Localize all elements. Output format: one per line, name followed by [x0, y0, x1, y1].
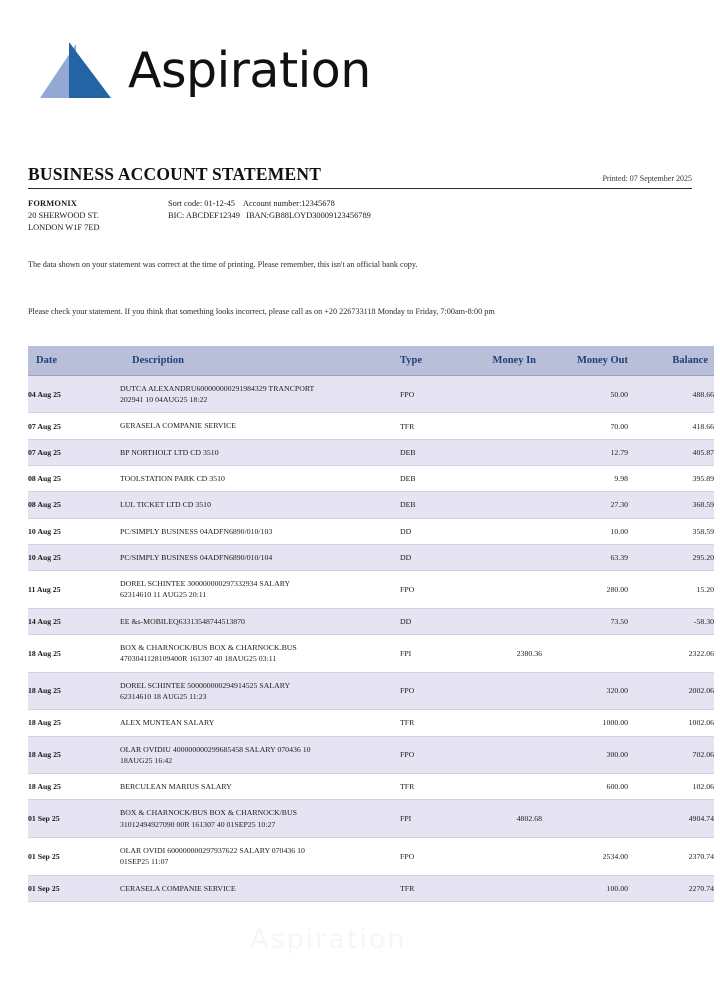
cell-money-out: 27.30 — [542, 492, 636, 518]
table-row — [28, 375, 714, 413]
cell-description — [120, 492, 400, 518]
cell-money-in — [458, 875, 542, 901]
cell-balance: 4904.74 — [636, 800, 714, 838]
cell-balance: 2002.06 — [636, 672, 714, 710]
cell-balance: 2370.74 — [636, 838, 714, 876]
cell-type: FPI — [400, 800, 458, 838]
transactions-table — [28, 346, 714, 902]
contact-notice: Please check your statement. If you think that something looks incorrect, please call as on +20 226733118 Monday to Friday, 7:00am-8:00 pm — [28, 306, 495, 316]
description-line-1: CERASELA COMPANIE SERVICE — [120, 883, 236, 893]
table-row — [28, 875, 714, 901]
cell-date: 10 Aug 25 — [28, 518, 120, 544]
account-details — [168, 198, 371, 234]
cell-money-in — [458, 710, 542, 736]
brand-header — [26, 0, 694, 118]
cell-balance: 15.20 — [636, 571, 714, 609]
cell-money-out: 2534.00 — [542, 838, 636, 876]
cell-type: FPO — [400, 736, 458, 774]
table-row — [28, 736, 714, 774]
cell-date: 01 Sep 25 — [28, 800, 120, 838]
cell-money-out: 63.39 — [542, 544, 636, 570]
table-row — [28, 672, 714, 710]
table-row — [28, 571, 714, 609]
cell-date: 08 Aug 25 — [28, 465, 120, 491]
cell-description — [120, 736, 400, 774]
cell-type: DD — [400, 544, 458, 570]
description-line-1: BOX & CHARNOCK/BUS BOX & CHARNOCK/BUS — [120, 808, 297, 818]
address-line-1: 20 SHERWOOD ST. — [28, 210, 99, 220]
cell-money-out — [542, 800, 636, 838]
description-line-1: GERASELA COMPANIE SERVICE — [120, 421, 237, 431]
cell-date: 18 Aug 25 — [28, 710, 120, 736]
column-header-date: Date — [28, 346, 120, 376]
cell-type: FPI — [400, 635, 458, 673]
column-header-type: Type — [400, 346, 458, 376]
cell-date: 04 Aug 25 — [28, 375, 120, 413]
cell-money-out: 320.00 — [542, 672, 636, 710]
cell-balance: 395.89 — [636, 465, 714, 491]
cell-type: TFR — [400, 774, 458, 800]
cell-balance: 295.20 — [636, 544, 714, 570]
cell-type: TFR — [400, 710, 458, 736]
cell-balance: 488.66 — [636, 375, 714, 413]
cell-type: FPO — [400, 375, 458, 413]
cell-money-out: 280.00 — [542, 571, 636, 609]
cell-money-out: 12.79 — [542, 439, 636, 465]
description-line-1: TOOLSTATION PARK CD 3510 — [120, 473, 225, 483]
description-line-1: ALEX MUNTEAN SALARY — [120, 718, 215, 728]
cell-money-in — [458, 608, 542, 634]
address-line-2: LONDON W1F 7ED — [28, 222, 100, 232]
cell-money-out: 73.50 — [542, 608, 636, 634]
cell-date: 08 Aug 25 — [28, 492, 120, 518]
table-row — [28, 774, 714, 800]
description-line-1: OLAR OVIDI 600000000297937622 SALARY 070436 10 — [120, 846, 305, 855]
table-row — [28, 413, 714, 439]
cell-money-out: 1000.00 — [542, 710, 636, 736]
cell-type: TFR — [400, 875, 458, 901]
cell-type: FPO — [400, 838, 458, 876]
cell-money-in — [458, 413, 542, 439]
cell-date: 18 Aug 25 — [28, 672, 120, 710]
table-row — [28, 544, 714, 570]
cell-balance: 2270.74 — [636, 875, 714, 901]
table-row — [28, 800, 714, 838]
table-body — [28, 375, 714, 901]
description-line-1: BERCULEAN MARIUS SALARY — [120, 782, 232, 792]
cell-money-in — [458, 492, 542, 518]
cell-type: DEB — [400, 439, 458, 465]
cell-description — [120, 838, 400, 876]
column-header-money-in: Money In — [458, 346, 542, 376]
cell-money-out — [542, 635, 636, 673]
description-line-2: 202941 10 04AUG25 18:22 — [120, 395, 208, 405]
cell-type: FPO — [400, 672, 458, 710]
cell-balance: 405.87 — [636, 439, 714, 465]
cell-money-in — [458, 544, 542, 570]
cell-money-in — [458, 375, 542, 413]
cell-money-in — [458, 518, 542, 544]
header-divider — [28, 188, 692, 189]
description-line-1: DOREL SCHINTEE 500000000294914525 SALARY — [120, 680, 291, 690]
cell-money-out: 9.98 — [542, 465, 636, 491]
cell-description — [120, 439, 400, 465]
cell-money-out: 10.00 — [542, 518, 636, 544]
description-line-1: EE &s-MOBILEQ63313548744513870 — [120, 616, 245, 626]
cell-date: 18 Aug 25 — [28, 635, 120, 673]
account-holder-address — [28, 198, 168, 234]
cell-balance: 702.06 — [636, 736, 714, 774]
column-header-money-out: Money Out — [542, 346, 636, 376]
cell-money-out: 300.00 — [542, 736, 636, 774]
cell-balance: 102.06 — [636, 774, 714, 800]
cell-description — [120, 571, 400, 609]
column-header-balance: Balance — [636, 346, 714, 376]
cell-money-in — [458, 736, 542, 774]
cell-description — [120, 635, 400, 673]
table-row — [28, 439, 714, 465]
cell-description — [120, 413, 400, 439]
cell-type: DEB — [400, 465, 458, 491]
cell-money-out: 70.00 — [542, 413, 636, 439]
table-row — [28, 518, 714, 544]
description-line-1: BOX & CHARNOCK/BUS BOX & CHARNOCK.BUS — [120, 643, 297, 653]
description-line-1: PC/SIMPLY BUSINESS 04ADFN6890/010/103 — [120, 526, 273, 536]
description-line-2: 62314610 18 AUG25 11:23 — [120, 691, 207, 701]
cell-balance: 418.66 — [636, 413, 714, 439]
cell-money-in — [458, 838, 542, 876]
cell-date: 18 Aug 25 — [28, 774, 120, 800]
brand-name: Aspiration — [128, 41, 371, 99]
cell-money-out: 600.00 — [542, 774, 636, 800]
company-name: FORMONIX — [28, 199, 78, 208]
cell-money-in: 2380.36 — [458, 635, 542, 673]
cell-type: FPO — [400, 571, 458, 609]
cell-date: 14 Aug 25 — [28, 608, 120, 634]
cell-money-in — [458, 465, 542, 491]
cell-balance: 1002.06 — [636, 710, 714, 736]
cell-date: 01 Sep 25 — [28, 838, 120, 876]
transactions-table-wrapper — [26, 346, 714, 902]
bic-and-iban: BIC: ABCDEF12349 IBAN:GB88LOYD30009123456789 — [168, 210, 371, 220]
column-header-description: Description — [120, 346, 400, 376]
description-line-2: 62314610 11 AUG25 20:11 — [120, 590, 207, 600]
cell-balance: 368.59 — [636, 492, 714, 518]
table-row — [28, 635, 714, 673]
sort-code-and-account-number: Sort code: 01-12-45 Account number:12345678 — [168, 199, 335, 208]
cell-date: 01 Sep 25 — [28, 875, 120, 901]
cell-balance: 2322.06 — [636, 635, 714, 673]
description-line-1: LUL TICKET LTD CD 3510 — [120, 500, 211, 510]
cell-date: 07 Aug 25 — [28, 439, 120, 465]
table-row — [28, 608, 714, 634]
cell-description — [120, 375, 400, 413]
description-line-1: BP NORTHOLT LTD CD 3510 — [120, 447, 219, 457]
cell-description — [120, 774, 400, 800]
description-line-2: 31012494927090 00R 161307 40 01SEP25 10:27 — [120, 819, 276, 829]
cell-type: DD — [400, 518, 458, 544]
description-line-1: DUTCA ALEXANDRU600000000291984329 TRANCPORT — [120, 383, 315, 393]
page-watermark: Aspiration — [250, 924, 407, 955]
table-row — [28, 838, 714, 876]
statement-header-row — [26, 164, 694, 188]
cell-description — [120, 875, 400, 901]
printing-notice: The data shown on your statement was correct at the time of printing. Please remember, this isn't an official bank copy. — [28, 259, 418, 269]
cell-type: DD — [400, 608, 458, 634]
description-line-2: 18AUG25 16:42 — [120, 755, 173, 765]
description-line-1: PC/SIMPLY BUSINESS 04ADFN6890/010/104 — [120, 552, 273, 562]
description-line-1: OLAR OVIDIU 400000000299685458 SALARY 070436 10 — [120, 744, 311, 754]
cell-money-in — [458, 571, 542, 609]
aspiration-logo-icon — [40, 42, 114, 98]
table-header-row — [28, 346, 714, 376]
cell-description — [120, 465, 400, 491]
cell-money-out: 100.00 — [542, 875, 636, 901]
cell-description — [120, 608, 400, 634]
cell-description — [120, 672, 400, 710]
table-row — [28, 465, 714, 491]
description-line-2: 4703041128109400R 161307 40 18AUG25 03:11 — [120, 654, 277, 664]
cell-money-out: 50.00 — [542, 375, 636, 413]
cell-balance: 358.59 — [636, 518, 714, 544]
cell-date: 07 Aug 25 — [28, 413, 120, 439]
table-row — [28, 710, 714, 736]
description-line-2: 01SEP25 11:07 — [120, 857, 169, 867]
cell-date: 18 Aug 25 — [28, 736, 120, 774]
cell-money-in — [458, 774, 542, 800]
cell-description — [120, 544, 400, 570]
cell-type: TFR — [400, 413, 458, 439]
cell-date: 10 Aug 25 — [28, 544, 120, 570]
cell-type: DEB — [400, 492, 458, 518]
cell-money-in — [458, 439, 542, 465]
description-line-1: DOREL SCHINTEE 300000000297332934 SALARY — [120, 579, 291, 589]
table-row — [28, 492, 714, 518]
cell-description — [120, 518, 400, 544]
account-info-row — [26, 198, 694, 234]
cell-description — [120, 800, 400, 838]
printed-date: Printed: 07 September 2025 — [602, 174, 692, 183]
cell-money-in: 4802.68 — [458, 800, 542, 838]
page-title: BUSINESS ACCOUNT STATEMENT — [28, 164, 322, 184]
cell-date: 11 Aug 25 — [28, 571, 120, 609]
table-header — [28, 346, 714, 376]
cell-balance: -58.30 — [636, 608, 714, 634]
cell-money-in — [458, 672, 542, 710]
cell-description — [120, 710, 400, 736]
